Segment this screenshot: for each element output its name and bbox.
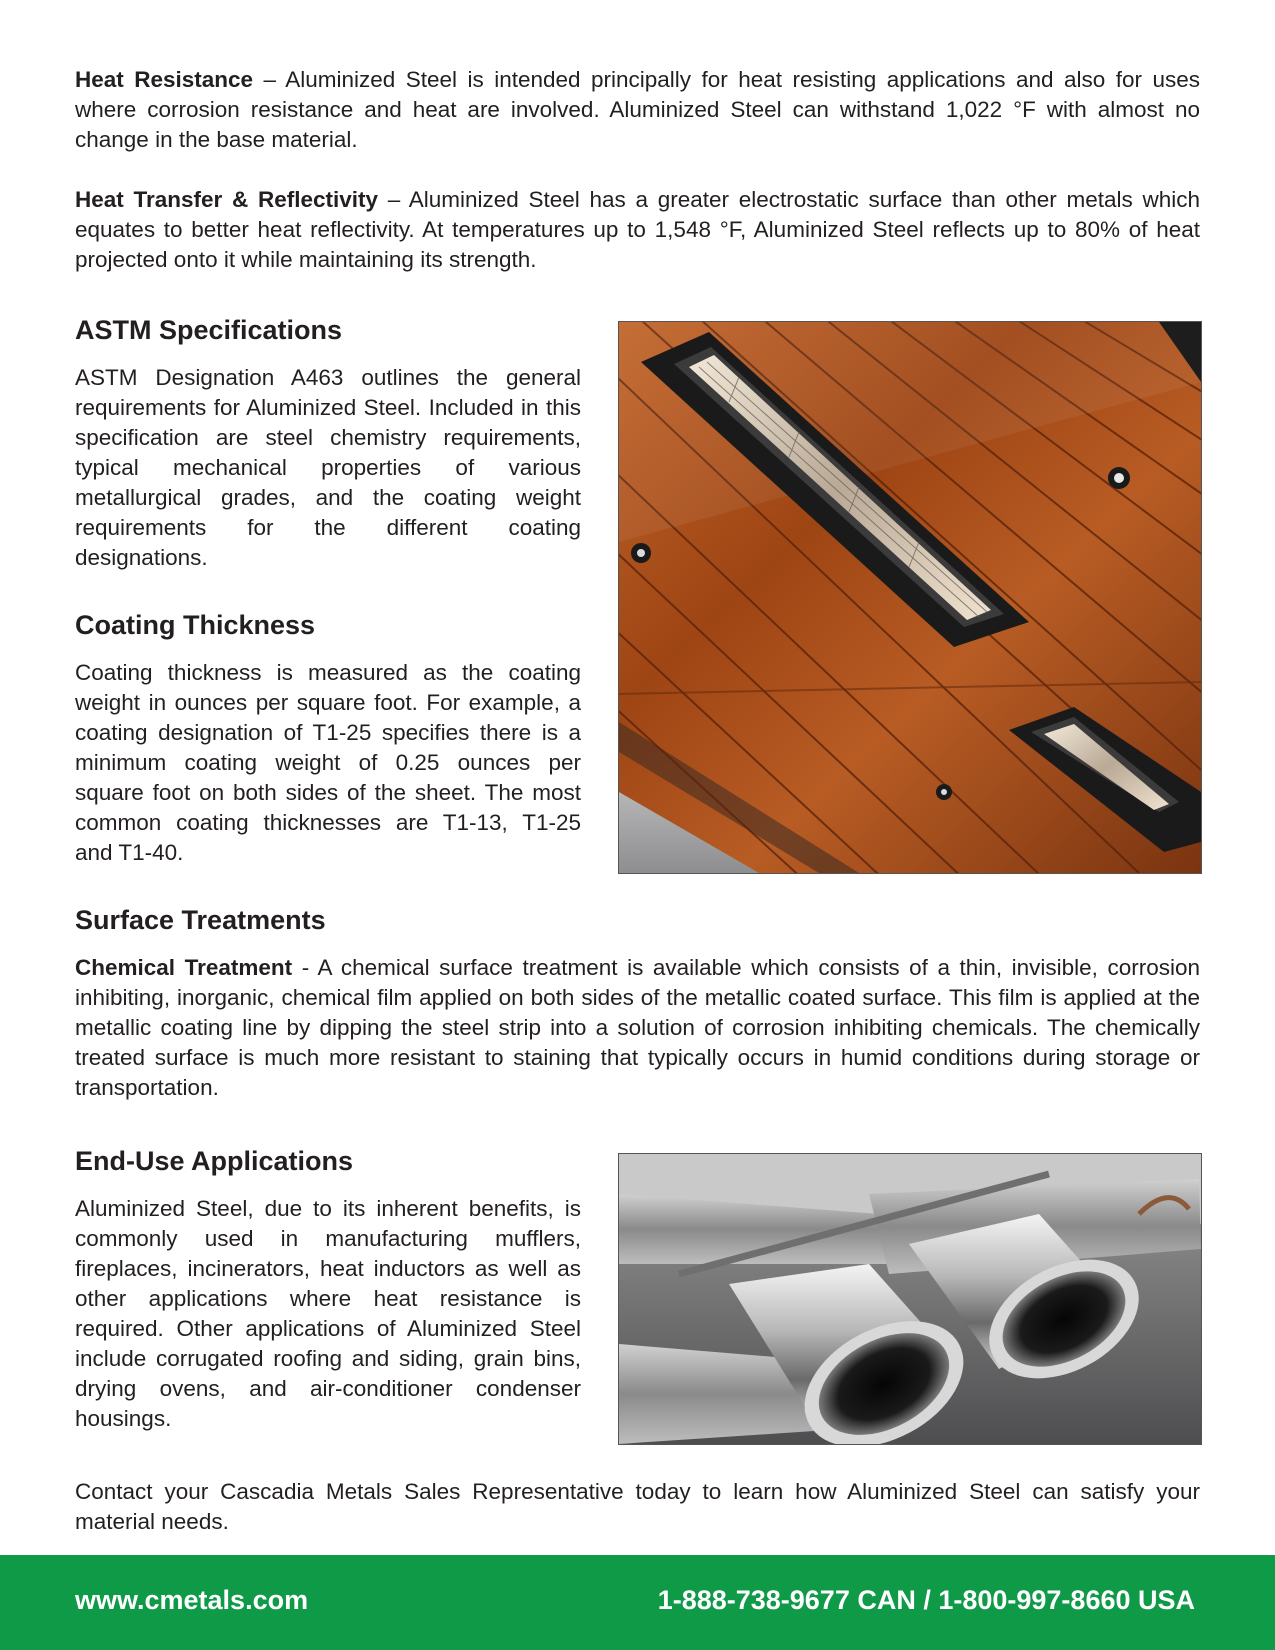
astm-paragraph: ASTM Designation A463 outlines the general requirements for Aluminized Steel. Included in this specification are steel chemistry requirements, typical mechanical properties of various metallurgical grades, and the coating weight requirements for the different coating designations. [75, 365, 581, 570]
chemical-treatment-text: - A chemical surface treatment is available which consists of a thin, invisible, corrosion inhibiting, inorganic, chemical film applied on both sides of the metallic coated surface. This film is applied at the metallic coating line by dipping the steel strip into a solution of corrosion inhibiting chemicals. The chemically treated surface is much more resistant to staining that typically occurs in humid conditions during storage or transportation. [75, 955, 1201, 1100]
end-use-heading: End-Use Applications [75, 1146, 354, 1176]
heat-resistance-title: Heat Resistance [75, 67, 254, 92]
heat-transfer-title: Heat Transfer & Reflectivity [75, 187, 379, 212]
chemical-treatment-title: Chemical Treatment [75, 955, 293, 980]
ceiling-heater-photo [618, 321, 1202, 874]
phone-numbers: 1-888-738-9677 CAN / 1-800-997-8660 USA [657, 1585, 1195, 1615]
website-link[interactable]: www.cmetals.com [75, 1585, 309, 1615]
heat-transfer-paragraph [75, 185, 1200, 275]
footer-bar [0, 1555, 1275, 1650]
heat-resistance-text: – Aluminized Steel is intended principally for heat resisting applications and also for uses where corrosion resistance and heat are involved. Aluminized Steel can withstand 1,022 °F with almost no change in the base material. [75, 67, 1200, 152]
end-use-paragraph: Aluminized Steel, due to its inherent benefits, is commonly used in manufacturing mufflers, fireplaces, incinerators, heat inductors as well as other applications where heat resistance is required. Other applications of Aluminized Steel include corrugated roofing and siding, grain bins, drying ovens, and air-conditioner condenser housings. [75, 1196, 581, 1431]
exhaust-tips-photo [618, 1153, 1202, 1445]
heat-transfer-text: – Aluminized Steel has a greater electrostatic surface than other metals which equates to better heat reflectivity. At temperatures up to 1,548 °F, Aluminized Steel reflects up to 80% of heat projected onto it while maintaining its strength. [75, 187, 1200, 272]
exhaust-tips-illustration [619, 1154, 1201, 1444]
astm-heading: ASTM Specifications [75, 315, 343, 345]
surface-treatments-heading: Surface Treatments [75, 905, 326, 935]
coating-heading: Coating Thickness [75, 610, 316, 640]
coating-paragraph: Coating thickness is measured as the coating weight in ounces per square foot. For example, a coating designation of T1-25 specifies there is a minimum coating weight of 0.25 ounces per square foot on both sides of the sheet. The most common coating thicknesses are T1-13, T1-25 and T1-40. [75, 660, 581, 865]
contact-paragraph: Contact your Cascadia Metals Sales Representative today to learn how Aluminized Steel can satisfy your material needs. [75, 1479, 1200, 1534]
ceiling-heater-illustration [619, 322, 1201, 873]
chemical-treatment-paragraph [75, 953, 1200, 1103]
heat-resistance-paragraph [75, 65, 1200, 155]
